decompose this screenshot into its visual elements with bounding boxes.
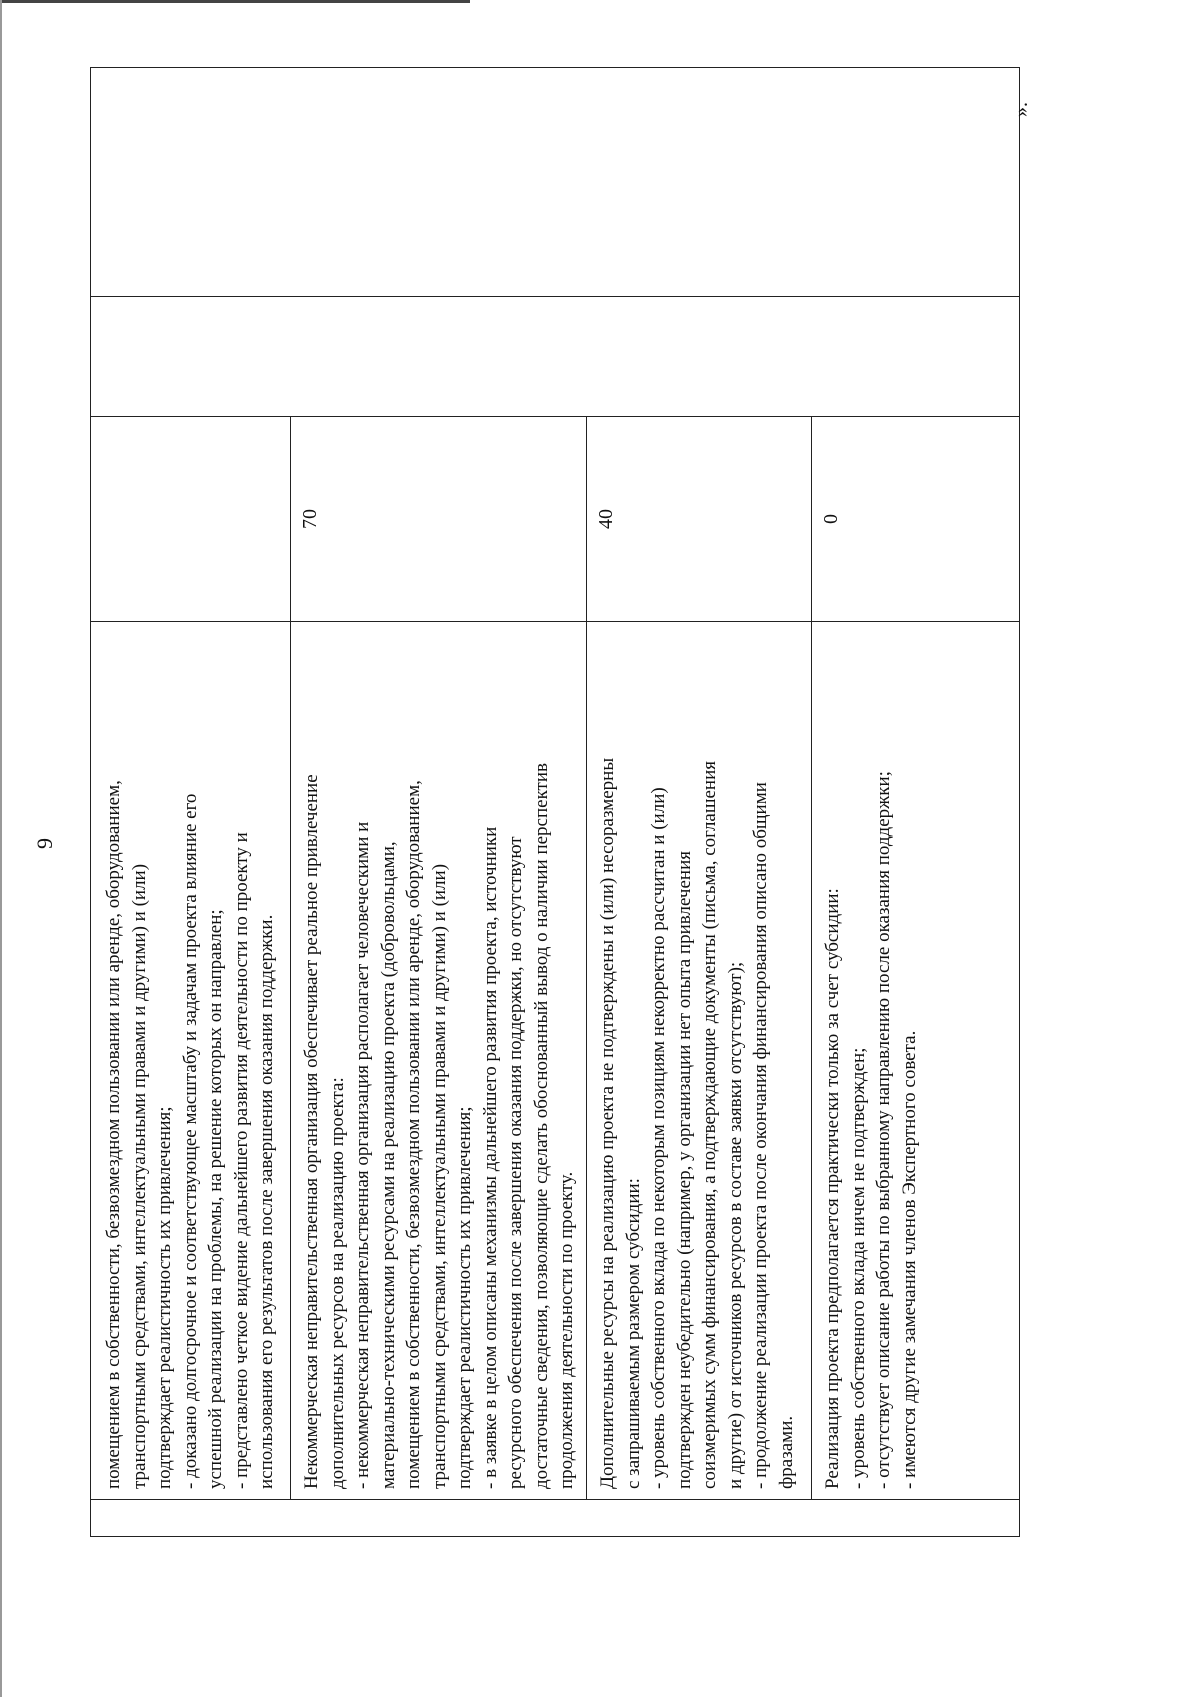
criterion-description: Дополнительные ресурсы на реализацию проекта не подтверждены и (или) несоразмерны с запрашиваемым размером субсидии: - уровень собственного вклада по некоторым позициям некорректно рассчитан и (или) подтвержден неубедительно (например, у организации нет опыта привлечения соизмеримых сумм финансирования, а подтверждающие документы (письма, соглашения и другие) от источников ресурсов в составе заявки отсутствуют); - продолжение реализации проекта после окончания финансирования описано общими фразами.	[597, 757, 797, 1489]
table-row	[291, 622, 587, 1499]
criterion-score: 0	[820, 514, 842, 524]
criterion-description: помещением в собственности, безвозмездном пользовании или аренде, оборудованием, транспортными средствами, интеллектуальными правами и другими) и (или) подтверждает реалистичность их привлечения; - доказано долгосрочное и соответствующее масштабу и задачам проекта влияние его успешной реализации на проблемы, на решение которых он направлен; - представлено четкое видение дальнейшего развития деятельности по проекту и использования его результатов после завершения оказания поддержки.	[103, 780, 277, 1489]
table-row	[291, 417, 587, 621]
criterion-score: 70	[299, 509, 321, 529]
table-column-description	[91, 621, 1019, 1499]
table-row	[587, 622, 812, 1499]
page-number: 9	[32, 838, 57, 849]
table-row	[587, 417, 812, 621]
table-row	[91, 417, 291, 621]
table-row	[812, 417, 1021, 621]
criteria-table	[90, 67, 1020, 1537]
table-column-blank-1	[91, 296, 1019, 416]
table-row	[91, 622, 291, 1499]
table-column-score	[91, 416, 1019, 621]
closing-quote-mark: ».	[1010, 102, 1032, 117]
table-column-blank-2	[91, 66, 1019, 296]
table-row	[812, 622, 1021, 1499]
criterion-description: Некоммерческая неправительственная организация обеспечивает реальное привлечение дополнительных ресурсов на реализацию проекта: - некоммерческая неправительственная организация располагает человеческими и материально-техническими ресурсами на реализацию проекта (добровольцами, помещением в собственности, безвозмездном пользовании или аренде, оборудованием, транспортными средствами, интеллектуальными правами и другими) и (или) подтверждает реалистичность их привлечения; - в заявке в целом описаны механизмы дальнейшего развития проекта, источники ресурсного обеспечения после завершения оказания поддержки, но отсутствуют достаточные сведения, позволяющие сделать обоснованный вывод о наличии перспектив продолжения деятельности по проекту.	[301, 763, 577, 1489]
criterion-description: Реализация проекта предполагается практически только за счет субсидии: - уровень собственного вклада ничем не подтвержден; - отсутствует описание работы по выбранному направлению после оказания поддержки; - имеются другие замечания членов Экспертного совета.	[822, 771, 920, 1489]
table-column-blank-left	[91, 1499, 1019, 1536]
criterion-score: 40	[595, 509, 617, 529]
